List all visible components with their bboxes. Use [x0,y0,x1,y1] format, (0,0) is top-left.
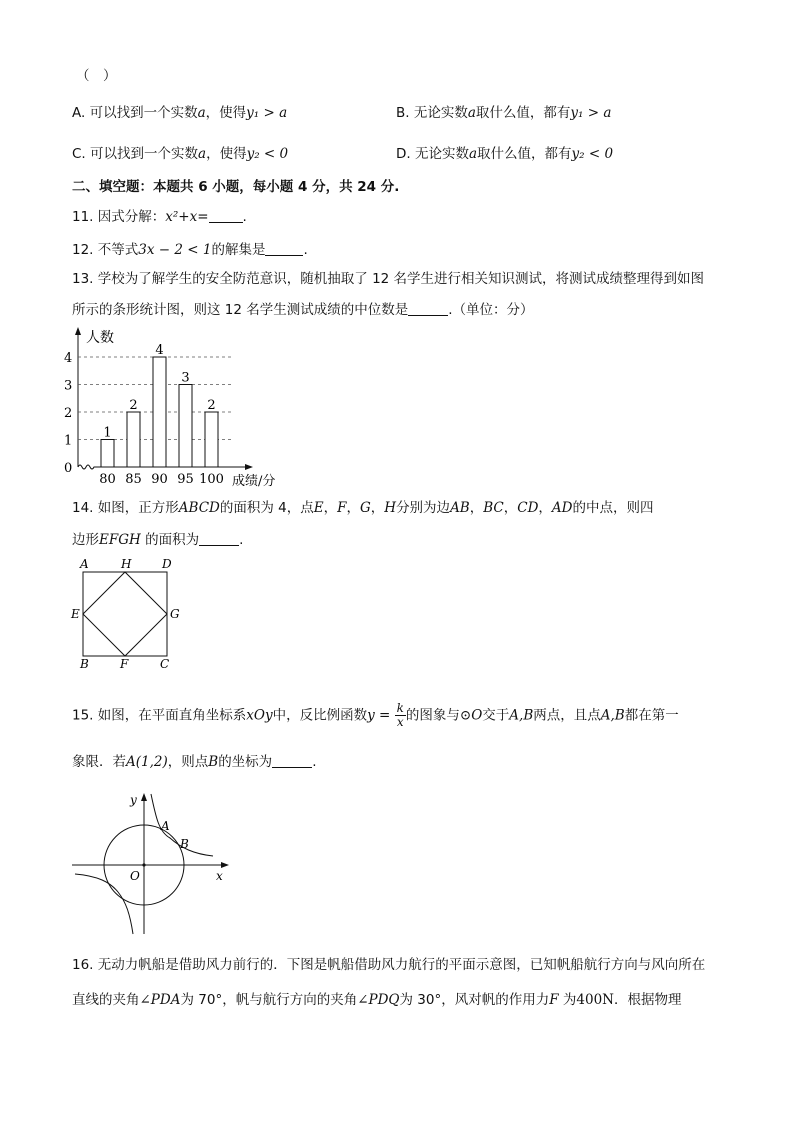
label-a: A [161,819,170,833]
y-axis-arrow [75,327,81,335]
bar [205,412,218,467]
y-tick-label: 2 [64,406,73,421]
label-o: O [130,869,140,883]
axis-break [78,465,95,469]
option-b: B. 无论实数a取什么值，都有y₁ > a [396,105,612,121]
x-axis-arrow [245,464,253,470]
bar-chart [60,325,300,490]
question-11: 11. 因式分解：x²+x= . [72,209,247,225]
question-15-line2: 象限．若A(1,2)，则点B的坐标为 . [72,754,317,770]
option-d: D. 无论实数a取什么值，都有y₂ < 0 [396,146,614,162]
question-14-line2: 边形EFGH 的面积为 . [72,532,244,548]
square-figure [66,556,186,671]
bar [101,440,114,468]
data-label: 2 [207,398,216,413]
label-y: y [130,793,137,807]
label-a: A [80,557,89,571]
x-tick-label: 85 [125,472,142,487]
answer-blank[interactable] [209,208,243,223]
answer-blank[interactable] [265,241,303,256]
label-b: B [80,657,89,671]
label-f: F [120,657,129,671]
label-h: H [121,557,132,571]
label-b: B [180,837,189,851]
y-tick-label: 3 [64,378,73,394]
hyperbola-branch-2 [75,874,133,934]
label-e: E [71,607,80,621]
answer-blank[interactable] [408,301,448,316]
question-13-line1: 13. 学校为了解学生的安全防范意识，随机抽取了 12 名学生进行相关知识测试，将测试成绩整理得到如图 [72,271,705,287]
question-14-line1: 14. 如图，正方形ABCD的面积为 4，点E，F，G，H分别为边AB，BC，CD，AD的中点，则四 [72,500,654,516]
fraction-k-over-x: $\frac{k}{x}$ [396,701,404,729]
circle-hyperbola-figure [66,788,236,938]
x-tick-label: 90 [151,472,168,487]
section-title: 二、填空题：本题共 6 小题，每小题 4 分，共 24 分. [72,179,400,195]
question-15-line1: 15. 如图，在平面直角坐标系xOy中，反比例函数y = $\frac{k}{x}$ 的图象与⊙O交于A,B两点，且点A,B都在第一 [72,701,679,729]
x-tick-label: 80 [99,472,116,487]
data-label: 2 [129,398,138,413]
data-label: 4 [155,343,164,358]
y-tick-label: 1 [64,433,73,449]
square-abcd [83,572,167,656]
question-16-line1: 16. 无动力帆船是借助风力前行的．下图是帆船借助风力航行的平面示意图，已知帆船航行方向与风向所在 [72,957,706,973]
origin-dot [142,863,145,866]
bar [153,357,166,467]
q10-paren: （ ） [76,68,117,84]
x-tick-label: 100 [199,472,224,487]
y-tick-label: 0 [64,461,73,476]
x-axis-label: 成绩/分 [232,474,276,489]
question-13-line2: 所示的条形统计图，则这 12 名学生测试成绩的中位数是 .（单位：分） [72,302,534,318]
option-c: C. 可以找到一个实数a，使得y₂ < 0 [72,146,289,162]
x-tick-label: 95 [177,472,194,487]
y-tick-label: 4 [64,351,73,366]
label-g: G [170,607,180,621]
y-axis-arrow [141,793,147,801]
data-label: 1 [103,425,112,441]
quad-efgh [83,572,167,656]
bar [127,412,140,467]
y-axis-label: 人数 [86,330,114,346]
option-a: A. 可以找到一个实数a，使得y₁ > a [72,105,288,121]
x-axis-arrow [221,862,229,868]
question-12: 12. 不等式3x − 2 < 1的解集是 . [72,242,308,258]
label-x: x [216,869,223,883]
bar [179,385,192,468]
answer-blank[interactable] [199,531,239,546]
label-c: C [160,657,170,671]
data-label: 3 [181,370,190,386]
question-16-line2: 直线的夹角∠PDA为 70°，帆与航行方向的夹角∠PDQ为 30°，风对帆的作用力F 为400N．根据物理 [72,992,682,1008]
label-d: D [162,557,172,571]
answer-blank[interactable] [272,753,312,768]
